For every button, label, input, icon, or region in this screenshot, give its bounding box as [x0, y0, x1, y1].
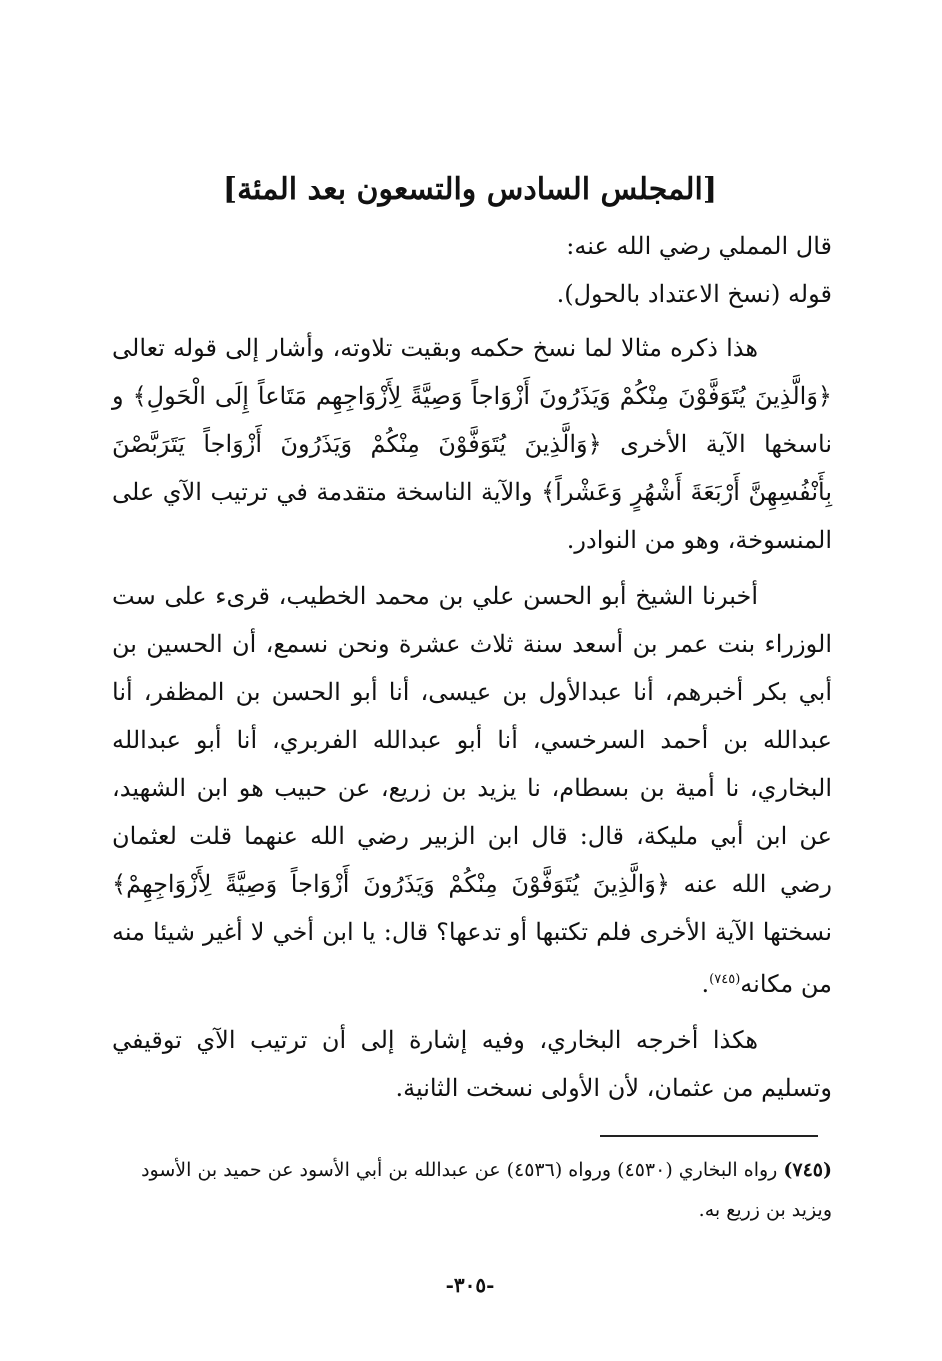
footnote-number: (٧٤٥): [783, 1159, 832, 1181]
footnote: [112, 1150, 832, 1230]
section-heading: [المجلس السادس والتسعون بعد المئة]: [222, 172, 718, 207]
footnote-text: رواه البخاري (٤٥٣٠) ورواه (٤٥٣٦) عن عبدالله بن أبي الأسود عن حميد بن الأسود ويزيد بن زريع به.: [141, 1159, 832, 1221]
page-number: -٣٠٥-: [445, 1273, 495, 1297]
footnote-divider: [600, 1135, 818, 1137]
footnote-marker: (٧٤٥): [709, 972, 741, 987]
main-text: [112, 222, 832, 1120]
intro-line: قال المملي رضي الله عنه:: [566, 232, 832, 260]
paragraph-2: أخبرنا الشيخ أبو الحسن علي بن محمد الخطيب، قرىء على ست الوزراء بنت عمر بن أسعد سنة ثلاث عشرة ونحن نسمع، أن الحسين بن أبي بكر أخبرهم، أنا عبدالأول بن عيسى، أنا أبو الحسن بن المظفر، أنا عبدالله بن أحمد السرخسي، أنا أبو عبدالله الفربري، أنا أبو عبدالله البخاري، نا أمية بن بسطام، نا يزيد بن زريع، عن حبيب هو ابن الشهيد، عن ابن أبي مليكة، قال: قال ابن الزبير رضي الله عنهما قلت لعثمان رضي الله عنه ﴿وَالَّذِينَ يُتَوَفَّوْنَ مِنْكُمْ وَيَذَرُونَ أَزْوَاجاً وَصِيَّةً لِأَزْوَاجِهِمْ﴾ نسختها الآية الأخرى فلم تكتبها أو تدعها؟ قال: يا ابن أخي لا أغير شيئا منه من مكانه$^{(٧٤٥)}$.: [112, 582, 832, 998]
paragraph-2-text: أخبرنا الشيخ أبو الحسن علي بن محمد الخطيب، قرىء على ست الوزراء بنت عمر بن أسعد سنة ثلاث عشرة ونحن نسمع، أن الحسين بن أبي بكر أخبرهم، أنا عبدالأول بن عيسى، أنا أبو الحسن بن المظفر، أنا عبدالله بن أحمد السرخسي، أنا أبو عبدالله الفربري، أنا أبو عبدالله البخاري، نا أمية بن بسطام، نا يزيد بن زريع، عن حبيب هو ابن الشهيد، عن ابن أبي مليكة، قال: قال ابن الزبير رضي الله عنهما قلت لعثمان رضي الله عنه ﴿وَالَّذِينَ يُتَوَفَّوْنَ مِنْكُمْ وَيَذَرُونَ أَزْوَاجاً وَصِيَّةً لِأَزْوَاجِهِمْ﴾ نسختها الآية الأخرى فلم تكتبها أو تدعها؟ قال: يا ابن أخي لا أغير شيئا منه من مكانه: [112, 582, 832, 998]
paragraph-3: هكذا أخرجه البخاري، وفيه إشارة إلى أن ترتيب الآي توقيفي وتسليم من عثمان، لأن الأولى نسخت الثانية.: [112, 1026, 832, 1102]
quote-line: قوله (نسخ الاعتداد بالحول).: [556, 280, 832, 308]
paragraph-1: هذا ذكره مثالا لما نسخ حكمه وبقيت تلاوته، وأشار إلى قوله تعالى ﴿وَالَّذِينَ يُتَوَفَّوْنَ مِنْكُمْ وَيَذَرُونَ أَزْوَاجاً وَصِيَّةً لِأَزْوَاجِهِم مَتَاعاً إِلَى الْحَولِ﴾ و ناسخها الآية الأخرى ﴿وَالَّذِينَ يُتَوَفَّوْنَ مِنْكُمْ وَيَذَرُونَ أَزْوَاجاً يَتَرَبَّصْنَ بِأَنْفُسِهِنَّ أَرْبَعَةَ أَشْهُرٍ وَعَشْراً﴾ والآية الناسخة متقدمة في ترتيب الآي على المنسوخة، وهو من النوادر.: [112, 334, 832, 554]
